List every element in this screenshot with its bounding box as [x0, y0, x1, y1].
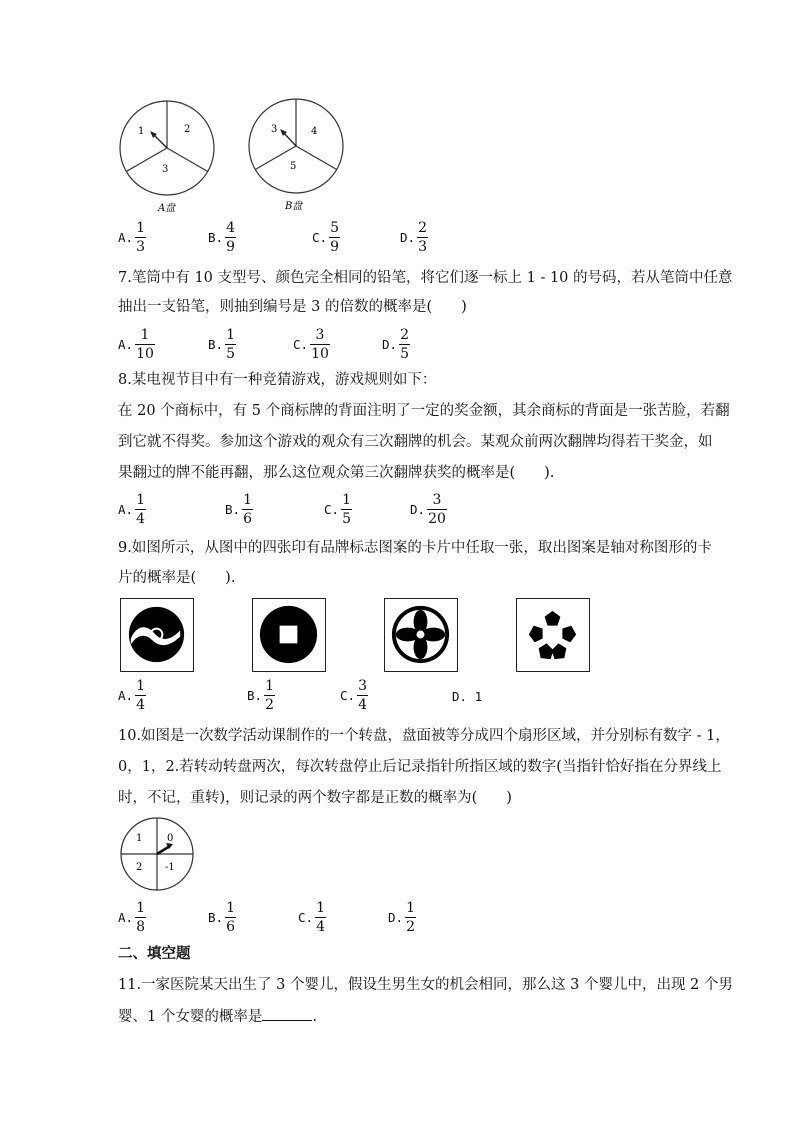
fraction: $\frac{2}{5}$: [400, 327, 409, 362]
spinner-a-caption: A盘: [158, 203, 176, 214]
q10-text-line1: 10.如图是一次数学活动课制作的一个转盘，盘面被等分成四个扇形区域，并分别标有数字 - 1，: [118, 728, 730, 744]
q9-text-line2: 片的概率是( ).: [118, 570, 236, 586]
spinner-b-sector-5: 5: [290, 161, 297, 172]
q9-card-2: [252, 598, 326, 672]
q8-text-line2: 在 20 个商标中，有 5 个商标牌的背面注明了一定的奖金额，其余商标的背面是一张苦脸，若翻: [118, 403, 730, 419]
q9-card-3: [384, 598, 458, 672]
q8-option-c[interactable]: C. $\frac{1}{5}$: [324, 492, 351, 527]
fraction: $\frac{3}{20}$: [428, 492, 446, 527]
q10-text-line2: 0，1，2.若转动转盘两次，每次转盘停止后记录指针所指区域的数字(当指针恰好指在分界线上: [118, 759, 722, 775]
spinner-b-sector-4: 4: [311, 126, 318, 137]
q6-option-a[interactable]: A. $\frac{1}{3}$: [118, 220, 145, 255]
q8-text-line4: 果翻过的牌不能再翻，那么这位观众第三次翻牌获奖的概率是( ).: [118, 465, 555, 481]
q7-text-line2: 抽出一支铅笔，则抽到编号是 3 的倍数的概率是( ): [118, 299, 467, 315]
q7-option-b[interactable]: B. $\frac{1}{5}$: [208, 327, 235, 362]
q8-option-d[interactable]: D. $\frac{3}{20}$: [410, 492, 446, 527]
spinner-a-sector-3: 3: [162, 164, 169, 175]
fraction: $\frac{1}{8}$: [136, 900, 145, 935]
q9-option-b[interactable]: B. $\frac{1}{2}$: [247, 678, 274, 713]
fraction: $\frac{5}{9}$: [330, 220, 339, 255]
fraction: $\frac{1}{4}$: [136, 492, 145, 527]
q10-option-a[interactable]: A. $\frac{1}{8}$: [118, 900, 145, 935]
spinner-sector-1: 1: [136, 833, 143, 844]
fraction: $\frac{1}{2}$: [265, 678, 274, 713]
q9-card-1: [120, 598, 194, 672]
q10-text-line3: 时，不记，重转)，则记录的两个数字都是正数的概率为( ): [118, 790, 512, 806]
q10-option-d[interactable]: D. $\frac{1}{2}$: [388, 900, 415, 935]
q8-option-a[interactable]: A. $\frac{1}{4}$: [118, 492, 145, 527]
spinner-a: [120, 101, 214, 214]
q11-text-line1: 11.一家医院某天出生了 3 个婴儿，假设生男生女的机会相同，那么这 3 个婴儿中，出现 2 个男: [118, 977, 733, 993]
fraction: $\frac{1}{6}$: [243, 492, 252, 527]
swirl-logo-icon: [121, 599, 192, 670]
fraction: $\frac{4}{9}$: [226, 220, 235, 255]
spinner-sector-neg1: -1: [165, 862, 175, 873]
spinner-sector-2: 2: [136, 862, 143, 873]
fraction: $\frac{1}{4}$: [136, 678, 145, 713]
q8-text-line3: 到它就不得奖。参加这个游戏的观众有三次翻牌的机会。某观众前两次翻牌均得若干奖金，如: [118, 434, 713, 450]
spinner-a-sector-1: 1: [138, 126, 145, 137]
answer-blank[interactable]: [262, 1006, 312, 1021]
fraction: $\frac{1}{2}$: [406, 900, 415, 935]
section-title-fill-blank: 二、填空题: [118, 946, 191, 962]
spinner-b: [249, 99, 343, 212]
q7-text-line1: 7.笔筒中有 10 支型号、颜色完全相同的铅笔，将它们逐一标上 1 - 10 的号码，若从笔筒中任意: [118, 270, 733, 286]
q7-option-a[interactable]: A. $\frac{1}{10}$: [118, 327, 154, 362]
q6-option-d[interactable]: D. $\frac{2}{3}$: [400, 220, 427, 255]
q7-option-c[interactable]: C. $\frac{3}{10}$: [293, 327, 329, 362]
q9-card-4: [516, 598, 590, 672]
coin-square-logo-icon: [253, 599, 324, 670]
fraction: $\frac{3}{10}$: [311, 327, 329, 362]
q7-option-d[interactable]: D. $\frac{2}{5}$: [382, 327, 409, 362]
q10-option-b[interactable]: B. $\frac{1}{6}$: [208, 900, 235, 935]
q8-option-b[interactable]: B. $\frac{1}{6}$: [225, 492, 252, 527]
fraction: $\frac{1}{4}$: [316, 900, 325, 935]
q8-text-line1: 8.某电视节目中有一种竞猜游戏，游戏规则如下：: [118, 372, 437, 388]
spinner-a-sector-2: 2: [184, 124, 191, 135]
fraction: $\frac{1}{5}$: [342, 492, 351, 527]
fraction: $\frac{1}{5}$: [226, 327, 235, 362]
spinner-pointer: [157, 846, 170, 854]
q9-text-line1: 9.如图所示，从图中的四张印有品牌标志图案的卡片中任取一张，取出图案是轴对称图形的卡: [118, 540, 712, 556]
pentagon-flower-logo-icon: [517, 599, 588, 670]
spinner-b-sector-3: 3: [271, 124, 278, 135]
fraction: $\frac{1}{6}$: [226, 900, 235, 935]
q10-spinner: [118, 815, 198, 893]
fraction: $\frac{3}{4}$: [358, 678, 367, 713]
q11-text-line2: 婴、1 个女婴的概率是 .: [118, 1006, 317, 1027]
q10-option-c[interactable]: C. $\frac{1}{4}$: [298, 900, 325, 935]
fraction: $\frac{1}{3}$: [136, 220, 145, 255]
q6-option-c[interactable]: C. $\frac{5}{9}$: [312, 220, 339, 255]
fraction: $\frac{1}{10}$: [136, 327, 154, 362]
spinner-sector-0: 0: [167, 833, 174, 844]
q6-spinners-figure: [110, 95, 360, 220]
q6-option-b[interactable]: B. $\frac{4}{9}$: [208, 220, 235, 255]
q9-option-c[interactable]: C. $\frac{3}{4}$: [340, 678, 367, 713]
q9-option-a[interactable]: A. $\frac{1}{4}$: [118, 678, 145, 713]
spinner-b-caption: B盘: [285, 201, 303, 212]
q9-option-d[interactable]: D. 1: [452, 689, 483, 704]
flower-circle-logo-icon: [385, 599, 456, 670]
fraction: $\frac{2}{3}$: [418, 220, 427, 255]
